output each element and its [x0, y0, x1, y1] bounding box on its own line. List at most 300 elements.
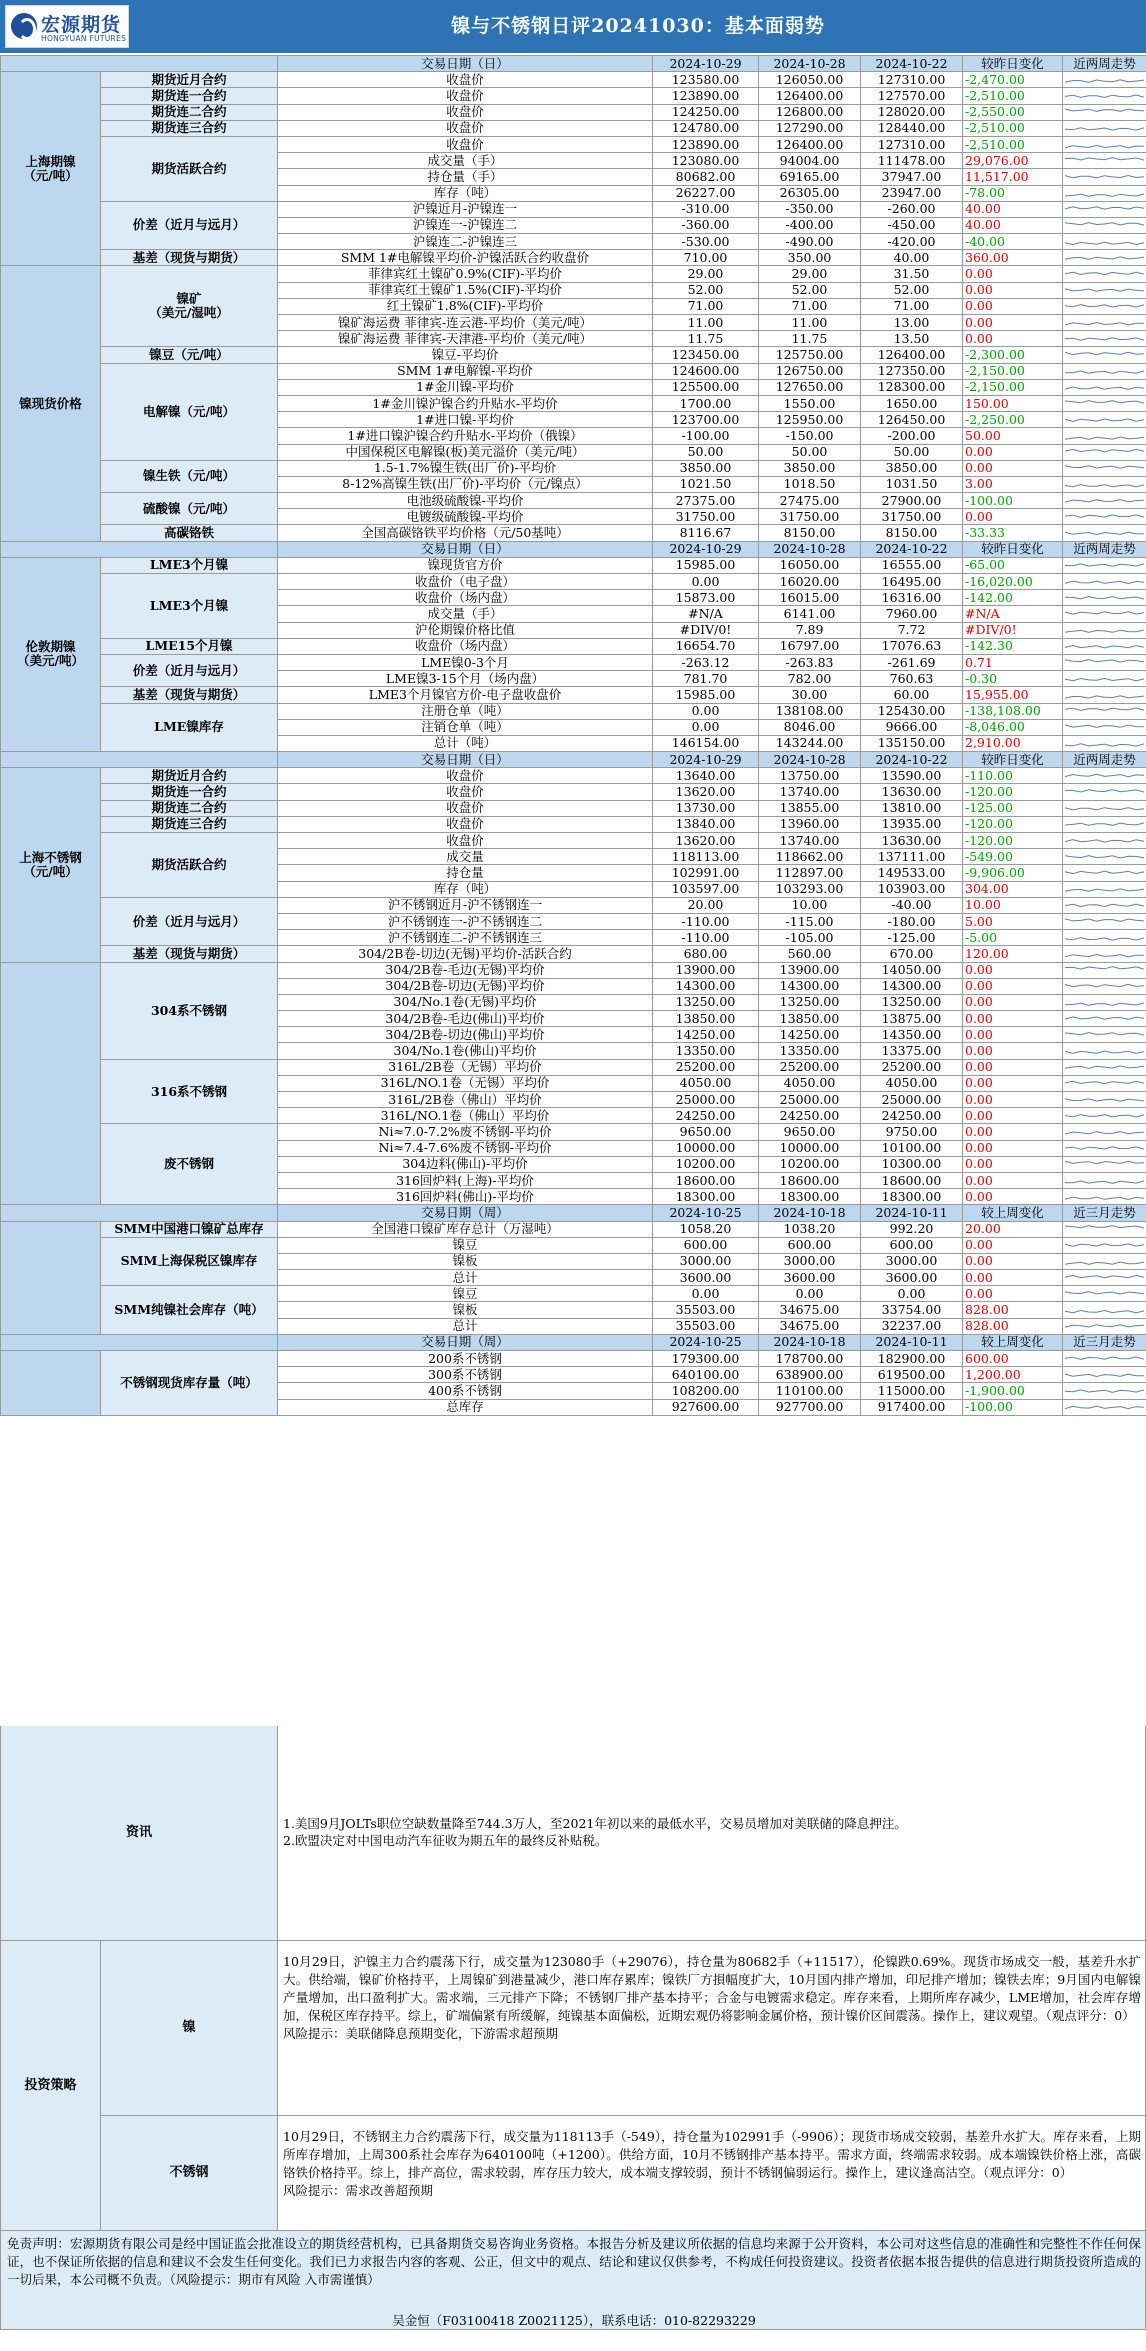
change-cell: 0.00	[963, 1011, 1063, 1027]
value-cell: 3600.00	[861, 1270, 963, 1286]
value-cell: 16654.70	[653, 638, 759, 654]
sparkline-chart	[1065, 1190, 1144, 1204]
data-table	[0, 55, 1146, 1416]
value-cell: 9650.00	[759, 1124, 861, 1140]
sparkline-series	[1065, 1275, 1144, 1277]
sparkline-series	[1065, 1390, 1144, 1392]
row-label: 304/2B卷-毛边(无锡)平均价	[278, 962, 653, 978]
sparkline-chart	[1065, 364, 1144, 378]
value-cell: 124600.00	[653, 363, 759, 379]
value-cell: 31750.00	[653, 509, 759, 525]
row-label: 8-12%高镍生铁(出厂价)-平均价（元/镍点）	[278, 476, 653, 492]
row-label: 304边料(佛山)-平均价	[278, 1156, 653, 1172]
value-cell: #DIV/0!	[653, 622, 759, 638]
sparkline-series	[1065, 1003, 1144, 1005]
sparkline-series	[1065, 1082, 1144, 1084]
row-label: 收盘价（电子盘）	[278, 574, 653, 590]
sparkline-chart	[1065, 218, 1144, 232]
value-cell: 30.00	[759, 687, 861, 703]
value-cell: 123580.00	[653, 72, 759, 88]
row-label: 库存（吨）	[278, 185, 653, 201]
value-cell: -115.00	[759, 913, 861, 929]
trend-sparkline	[1063, 978, 1146, 994]
row-label: 316L/2B卷（佛山）平均价	[278, 1092, 653, 1108]
trend-sparkline	[1063, 315, 1146, 331]
change-cell: 0.00	[963, 1140, 1063, 1156]
sparkline-series	[1065, 564, 1144, 566]
change-cell: 0.00	[963, 1253, 1063, 1269]
trend-sparkline	[1063, 363, 1146, 379]
row-label: 1#进口镍沪镍合约升贴水-平均价（俄镍）	[278, 428, 653, 444]
value-cell: 123700.00	[653, 412, 759, 428]
value-cell: 10000.00	[653, 1140, 759, 1156]
sparkline-series	[1065, 1325, 1144, 1327]
sparkline-series	[1065, 823, 1144, 825]
trend-sparkline	[1063, 590, 1146, 606]
value-cell: 680.00	[653, 946, 759, 962]
value-cell: 3600.00	[759, 1270, 861, 1286]
row-label: 沪镍连一-沪镍连二	[278, 217, 653, 233]
row-label: 镍矿海运费 菲律宾-天津港-平均价（美元/吨）	[278, 331, 653, 347]
table-row	[1, 897, 1146, 913]
sparkline-chart	[1065, 736, 1144, 750]
value-cell: 127650.00	[759, 379, 861, 395]
sparkline-series	[1065, 305, 1144, 307]
sparkline-chart	[1065, 1174, 1144, 1188]
sparkline-series	[1065, 1357, 1144, 1359]
value-cell: 13350.00	[653, 1043, 759, 1059]
sparkline-series	[1065, 223, 1144, 225]
value-cell: 7960.00	[861, 606, 963, 622]
value-cell: 40.00	[861, 250, 963, 266]
row-label: 沪伦期镍价格比值	[278, 622, 653, 638]
sparkline-chart	[1065, 299, 1144, 313]
value-cell: 13.00	[861, 315, 963, 331]
value-cell: 3850.00	[653, 460, 759, 476]
value-cell: 71.00	[861, 298, 963, 314]
trend-sparkline	[1063, 865, 1146, 881]
trend-sparkline	[1063, 282, 1146, 298]
change-cell: -100.00	[963, 493, 1063, 509]
trend-sparkline	[1063, 816, 1146, 832]
value-cell: 13630.00	[861, 784, 963, 800]
trend-sparkline	[1063, 412, 1146, 428]
value-cell: 17076.63	[861, 638, 963, 654]
column-header: 近两周走势	[1063, 56, 1146, 72]
row-label: LME3个月镍官方价-电子盘收盘价	[278, 687, 653, 703]
trend-sparkline	[1063, 1140, 1146, 1156]
sparkline-chart	[1065, 1384, 1144, 1398]
row-label: 收盘价（场内盘）	[278, 638, 653, 654]
sparkline-chart	[1065, 1157, 1144, 1171]
value-cell: 0.00	[759, 1286, 861, 1302]
sparkline-chart	[1065, 316, 1144, 330]
change-cell: 10.00	[963, 897, 1063, 913]
row-label: 1#金川镍沪镍合约升贴水-平均价	[278, 395, 653, 411]
value-cell: 10300.00	[861, 1156, 963, 1172]
value-cell: 8046.00	[759, 719, 861, 735]
sparkline-series	[1065, 839, 1144, 841]
trend-sparkline	[1063, 671, 1146, 687]
value-cell: 32237.00	[861, 1318, 963, 1334]
sparkline-chart	[1065, 882, 1144, 896]
value-cell: 111478.00	[861, 153, 963, 169]
value-cell: 27475.00	[759, 493, 861, 509]
value-cell: 760.63	[861, 671, 963, 687]
trend-sparkline	[1063, 638, 1146, 654]
value-cell: 124780.00	[653, 120, 759, 136]
sparkline-series	[1065, 646, 1144, 648]
sparkline-series	[1065, 612, 1144, 614]
sparkline-chart	[1065, 898, 1144, 912]
value-cell: 138108.00	[759, 703, 861, 719]
change-cell: 828.00	[963, 1318, 1063, 1334]
value-cell: 178700.00	[759, 1351, 861, 1367]
value-cell: 1550.00	[759, 395, 861, 411]
column-header: 较昨日变化	[963, 752, 1063, 768]
change-cell: 0.00	[963, 978, 1063, 994]
sparkline-chart	[1065, 380, 1144, 394]
value-cell: 3850.00	[759, 460, 861, 476]
change-cell: 40.00	[963, 217, 1063, 233]
value-cell: 126450.00	[861, 412, 963, 428]
column-header: 较上周变化	[963, 1205, 1063, 1221]
value-cell: 8116.67	[653, 525, 759, 541]
table-row	[1, 1059, 1146, 1075]
column-header: 2024-10-22	[861, 752, 963, 768]
value-cell: 1700.00	[653, 395, 759, 411]
change-cell: 15,955.00	[963, 687, 1063, 703]
sparkline-series	[1065, 808, 1144, 810]
value-cell: -360.00	[653, 217, 759, 233]
change-cell: -16,020.00	[963, 574, 1063, 590]
change-cell: -2,510.00	[963, 88, 1063, 104]
change-cell: -8,046.00	[963, 719, 1063, 735]
sparkline-chart	[1065, 121, 1144, 135]
value-cell: 13.50	[861, 331, 963, 347]
header-spacer	[1, 1334, 278, 1350]
row-label: 304/2B卷-切边(佛山)平均价	[278, 1027, 653, 1043]
sparkline-series	[1065, 1032, 1144, 1034]
value-cell: 26227.00	[653, 185, 759, 201]
trend-sparkline	[1063, 1286, 1146, 1302]
value-cell: 146154.00	[653, 735, 759, 751]
row-label: 总计	[278, 1318, 653, 1334]
table-row	[1, 460, 1146, 476]
date-header-row	[1, 541, 1146, 557]
change-cell: 0.71	[963, 654, 1063, 670]
row-label: 304/No.1卷(佛山)平均价	[278, 1043, 653, 1059]
value-cell: -400.00	[759, 217, 861, 233]
value-cell: 710.00	[653, 250, 759, 266]
row-label: 注册仓单（吨）	[278, 703, 653, 719]
value-cell: 619500.00	[861, 1367, 963, 1383]
news-list	[283, 1815, 1141, 1849]
value-cell: 24250.00	[861, 1108, 963, 1124]
column-header: 交易日期（周）	[278, 1334, 653, 1350]
section-label: 伦敦期镍 （美元/吨）	[1, 557, 101, 751]
trend-sparkline	[1063, 1318, 1146, 1334]
sparkline-chart	[1065, 1319, 1144, 1333]
sparkline-series	[1065, 371, 1144, 373]
section-label	[1, 962, 101, 1205]
trend-sparkline	[1063, 1237, 1146, 1253]
strategy-label: 投资策略	[1, 1941, 101, 2230]
change-cell: 0.00	[963, 509, 1063, 525]
row-label: 1.5-1.7%镍生铁(出厂价)-平均价	[278, 460, 653, 476]
trend-sparkline	[1063, 72, 1146, 88]
row-label: 镍豆	[278, 1286, 653, 1302]
value-cell: 108200.00	[653, 1383, 759, 1399]
column-header: 2024-10-22	[861, 541, 963, 557]
change-cell: -5.00	[963, 930, 1063, 946]
column-header: 2024-10-11	[861, 1334, 963, 1350]
trend-sparkline	[1063, 525, 1146, 541]
change-cell: -142.00	[963, 590, 1063, 606]
sparkline-chart	[1065, 73, 1144, 87]
value-cell: 781.70	[653, 671, 759, 687]
sparkline-chart	[1065, 947, 1144, 961]
value-cell: 60.00	[861, 687, 963, 703]
sparkline-series	[1065, 437, 1144, 439]
table-row	[1, 946, 1146, 962]
header-spacer	[1, 752, 278, 768]
value-cell: 27375.00	[653, 493, 759, 509]
row-label: 304/2B卷-切边(无锡)平均价	[278, 978, 653, 994]
trend-sparkline	[1063, 136, 1146, 152]
sparkline-series	[1065, 95, 1144, 97]
table-row	[1, 1124, 1146, 1140]
table-row	[1, 250, 1146, 266]
row-label: 400系不锈钢	[278, 1383, 653, 1399]
change-cell: #DIV/0!	[963, 622, 1063, 638]
group-label: 期货连三合约	[101, 816, 278, 832]
value-cell: 13375.00	[861, 1043, 963, 1059]
strategy-nickel-risk: 风险提示：美联储降息预期变化，下游需求超预期	[283, 2026, 559, 2041]
value-cell: 125750.00	[759, 347, 861, 363]
sparkline-series	[1065, 194, 1144, 196]
value-cell: -420.00	[861, 234, 963, 250]
table-row	[1, 120, 1146, 136]
trend-sparkline	[1063, 104, 1146, 120]
value-cell: 638900.00	[759, 1367, 861, 1383]
sparkline-chart	[1065, 963, 1144, 977]
value-cell: 35503.00	[653, 1302, 759, 1318]
sparkline-chart	[1065, 1076, 1144, 1090]
sparkline-series	[1065, 400, 1144, 402]
trend-sparkline	[1063, 153, 1146, 169]
header-spacer	[1, 56, 278, 72]
value-cell: 25000.00	[861, 1092, 963, 1108]
sparkline-chart	[1065, 1125, 1144, 1139]
value-cell: 13850.00	[653, 1011, 759, 1027]
sparkline-series	[1065, 1406, 1144, 1408]
group-label: 期货连二合约	[101, 800, 278, 816]
table-row	[1, 88, 1146, 104]
change-cell: 0.00	[963, 1027, 1063, 1043]
trend-sparkline	[1063, 266, 1146, 282]
trend-sparkline	[1063, 1399, 1146, 1415]
sparkline-chart	[1065, 623, 1144, 637]
logo-name: 宏源期货	[41, 14, 122, 36]
sparkline-chart	[1065, 1222, 1144, 1236]
group-label: SMM上海保税区镍库存	[101, 1237, 278, 1286]
row-label: 总库存	[278, 1399, 653, 1415]
row-label: 成交量（手）	[278, 606, 653, 622]
sparkline-chart	[1065, 607, 1144, 621]
sparkline-series	[1065, 904, 1144, 906]
trend-sparkline	[1063, 719, 1146, 735]
value-cell: 10200.00	[759, 1156, 861, 1172]
value-cell: 80682.00	[653, 169, 759, 185]
row-label: 316L/NO.1卷（佛山）平均价	[278, 1108, 653, 1124]
value-cell: 917400.00	[861, 1399, 963, 1415]
change-cell: 150.00	[963, 395, 1063, 411]
group-label: 高碳铬铁	[101, 525, 278, 541]
value-cell: 125950.00	[759, 412, 861, 428]
sparkline-series	[1065, 532, 1144, 534]
change-cell: -2,510.00	[963, 136, 1063, 152]
change-cell: -40.00	[963, 234, 1063, 250]
change-cell: -2,550.00	[963, 104, 1063, 120]
table-row	[1, 768, 1146, 784]
column-header: 较昨日变化	[963, 541, 1063, 557]
value-cell: 13850.00	[759, 1011, 861, 1027]
table-row	[1, 72, 1146, 88]
strategy-stainless-label: 不锈钢	[101, 2116, 278, 2230]
analyst-contact: 吴金恒（F03100418 Z0021125），联系电话：010-82293229	[392, 2313, 756, 2328]
table-row	[1, 266, 1146, 282]
column-header: 2024-10-18	[759, 1205, 861, 1221]
value-cell: 13620.00	[653, 784, 759, 800]
sparkline-series	[1065, 708, 1144, 710]
row-label: 收盘价	[278, 120, 653, 136]
sparkline-series	[1065, 1244, 1144, 1246]
section-label	[1, 1221, 101, 1334]
column-header: 近两周走势	[1063, 752, 1146, 768]
trend-sparkline	[1063, 1027, 1146, 1043]
table-row	[1, 104, 1146, 120]
group-label: 期货连一合约	[101, 784, 278, 800]
row-label: 注销仓单（吨）	[278, 719, 653, 735]
value-cell: 127310.00	[861, 136, 963, 152]
change-cell: 0.00	[963, 1092, 1063, 1108]
value-cell: 10100.00	[861, 1140, 963, 1156]
change-cell: -2,150.00	[963, 379, 1063, 395]
column-header: 交易日期（日）	[278, 541, 653, 557]
news-label: 资讯	[1, 1726, 278, 1940]
value-cell: 11.75	[653, 331, 759, 347]
column-header: 交易日期（日）	[278, 56, 653, 72]
column-header: 近三月走势	[1063, 1334, 1146, 1350]
value-cell: 13630.00	[861, 833, 963, 849]
value-cell: 600.00	[653, 1237, 759, 1253]
sparkline-series	[1065, 678, 1144, 680]
row-label: 成交量（手）	[278, 153, 653, 169]
trend-sparkline	[1063, 234, 1146, 250]
value-cell: 14250.00	[759, 1027, 861, 1043]
value-cell: 16015.00	[759, 590, 861, 606]
sparkline-series	[1065, 387, 1144, 389]
row-label: 收盘价（场内盘）	[278, 590, 653, 606]
table-row	[1, 784, 1146, 800]
group-label: 价差（近月与远月）	[101, 897, 278, 946]
sparkline-chart	[1065, 834, 1144, 848]
change-cell: -138,108.00	[963, 703, 1063, 719]
table-row	[1, 654, 1146, 670]
value-cell: 128020.00	[861, 104, 963, 120]
value-cell: 18600.00	[759, 1172, 861, 1188]
value-cell: 13960.00	[759, 816, 861, 832]
value-cell: 50.00	[861, 444, 963, 460]
sparkline-chart	[1065, 186, 1144, 200]
value-cell: 94004.00	[759, 153, 861, 169]
sparkline-series	[1065, 1262, 1144, 1264]
date-header-row	[1, 1334, 1146, 1350]
row-label: 镍豆-平均价	[278, 347, 653, 363]
sparkline-chart	[1065, 672, 1144, 686]
sparkline-chart	[1065, 558, 1144, 572]
value-cell: 123890.00	[653, 88, 759, 104]
sparkline-chart	[1065, 1109, 1144, 1123]
date-header-row	[1, 56, 1146, 72]
table-row	[1, 833, 1146, 849]
column-header: 交易日期（周）	[278, 1205, 653, 1221]
trend-sparkline	[1063, 1351, 1146, 1367]
column-header: 2024-10-29	[653, 56, 759, 72]
value-cell: 37947.00	[861, 169, 963, 185]
row-label: 316L/NO.1卷（无锡）平均价	[278, 1075, 653, 1091]
value-cell: -263.83	[759, 654, 861, 670]
value-cell: 103597.00	[653, 881, 759, 897]
sparkline-chart	[1065, 202, 1144, 216]
row-label: LME镍3-15个月（场内盘）	[278, 671, 653, 687]
row-label: 收盘价	[278, 72, 653, 88]
value-cell: 25200.00	[759, 1059, 861, 1075]
trend-sparkline	[1063, 379, 1146, 395]
sparkline-series	[1065, 1098, 1144, 1100]
trend-sparkline	[1063, 768, 1146, 784]
value-cell: 26305.00	[759, 185, 861, 201]
row-label: 304/2B卷-切边(无锡)平均价-活跃合约	[278, 946, 653, 962]
value-cell: 71.00	[759, 298, 861, 314]
value-cell: -200.00	[861, 428, 963, 444]
value-cell: 25000.00	[653, 1092, 759, 1108]
strategy-stainless-risk: 风险提示：需求改善超预期	[283, 2183, 434, 2198]
row-label: 1#金川镍-平均价	[278, 379, 653, 395]
sparkline-chart	[1065, 1238, 1144, 1252]
change-cell: 0.00	[963, 1124, 1063, 1140]
value-cell: 0.00	[653, 719, 759, 735]
value-cell: 1021.50	[653, 476, 759, 492]
change-cell: 11,517.00	[963, 169, 1063, 185]
group-label: 316系不锈钢	[101, 1059, 278, 1124]
value-cell: 18300.00	[653, 1189, 759, 1205]
value-cell: 13590.00	[861, 768, 963, 784]
change-cell: -0.30	[963, 671, 1063, 687]
value-cell: 127310.00	[861, 72, 963, 88]
trend-sparkline	[1063, 88, 1146, 104]
value-cell: 123450.00	[653, 347, 759, 363]
value-cell: 24250.00	[759, 1108, 861, 1124]
value-cell: -150.00	[759, 428, 861, 444]
trend-sparkline	[1063, 574, 1146, 590]
sparkline-chart	[1065, 1093, 1144, 1107]
value-cell: 0.00	[653, 703, 759, 719]
group-label: LME3个月镍	[101, 574, 278, 639]
strategy-nickel-text	[283, 1953, 1141, 2043]
group-label: 期货近月合约	[101, 72, 278, 88]
